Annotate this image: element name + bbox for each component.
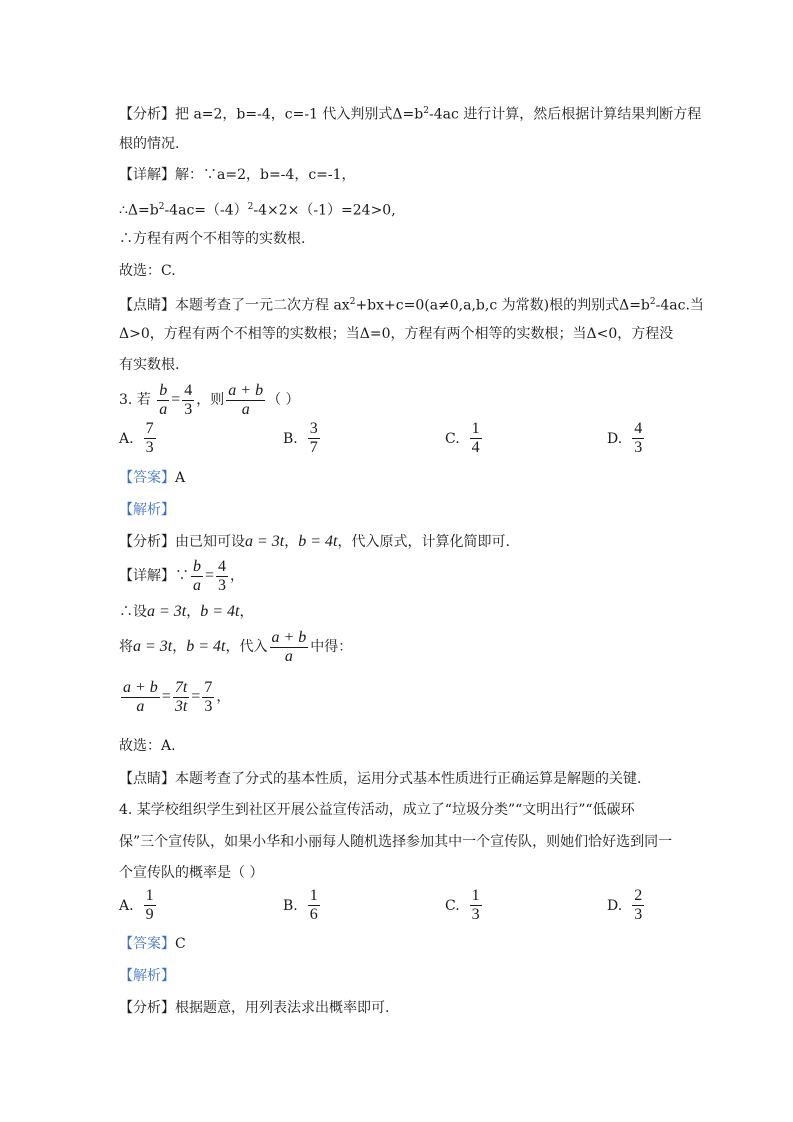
q2-analysis-line2: 根的情况. <box>119 136 180 152</box>
numerator: 4 <box>184 381 193 399</box>
question-number: 3. 若 <box>119 392 151 408</box>
numerator: b <box>193 557 201 575</box>
text: ， <box>284 534 299 550</box>
comment-tag: 【点睛】 <box>119 771 175 787</box>
text: ， <box>186 604 201 620</box>
q2-analysis-line1 <box>119 101 701 125</box>
q3-option-b <box>283 421 322 456</box>
q4-option-a <box>119 888 158 923</box>
text: 根据题意，用列表法求出概率即可. <box>175 1000 390 1016</box>
q2-comment-line3: 有实数根. <box>119 357 180 373</box>
fraction-b-over-a <box>157 383 169 418</box>
q2-comment-line1 <box>119 292 704 316</box>
comment-tag: 【点睛】 <box>119 297 175 314</box>
option-label: B. <box>283 430 298 447</box>
math: a = 3t <box>133 638 173 655</box>
option-label: A. <box>119 897 134 914</box>
math: b = 4t <box>298 533 338 550</box>
equals-sign: = <box>161 688 171 705</box>
numerator: b <box>159 381 168 399</box>
q4-option-c <box>445 888 484 923</box>
option-fraction <box>144 888 156 923</box>
fraction-4-over-3 <box>216 559 228 594</box>
denominator: a <box>159 400 168 418</box>
text: 由已知可设 <box>175 534 245 550</box>
equals-sign: = <box>171 391 181 408</box>
q3-result <box>119 677 230 717</box>
denominator: a <box>241 400 250 418</box>
text: -4×2×（-1）=24>0, <box>253 202 396 219</box>
denominator: 3 <box>634 439 643 456</box>
answer-blank: （ ） <box>267 392 300 408</box>
text: 中得： <box>310 639 353 655</box>
numerator: 7 <box>145 420 154 437</box>
denominator: a <box>284 647 293 665</box>
numerator: a + b <box>228 381 264 399</box>
q4-option-b <box>283 888 322 923</box>
numerator: 4 <box>218 557 227 575</box>
analysis-tag: 【分析】 <box>119 534 175 550</box>
superscript: 2 <box>247 202 254 212</box>
text: +bx+c=0(a≠0,a,b,c 为常数)根的判别式Δ=b <box>355 297 650 314</box>
numerator: a + b <box>271 628 307 646</box>
answer-tag: 【答案】 <box>119 470 175 486</box>
option-fraction <box>470 888 482 923</box>
denominator: 3t <box>174 697 188 715</box>
q3-option-a <box>119 421 158 456</box>
superscript: 2 <box>423 106 429 116</box>
numerator: 3 <box>309 420 318 437</box>
fraction-a-plus-b-over-a <box>226 383 265 418</box>
q3-jiexi-tag: 【解析】 <box>119 502 175 518</box>
q3-analysis <box>119 532 510 552</box>
option-label: B. <box>283 897 298 914</box>
text: ，代入 <box>225 639 268 655</box>
q4-stem-line2: 保”三个宣传队，如果小华和小丽每人随机选择参加其中一个宣传队，则她们恰好选到同一 <box>119 834 673 850</box>
fraction-4-over-3 <box>182 383 194 418</box>
equals-sign: = <box>205 567 215 584</box>
detail-tag: 【详解】 <box>119 167 175 183</box>
q4-option-d <box>607 888 646 923</box>
math: a = 3t <box>245 533 285 550</box>
q4-stem-line3: 个宣传队的概率是（ ） <box>119 865 264 881</box>
option-fraction <box>632 421 644 456</box>
analysis-tag: 【分析】 <box>119 1000 175 1016</box>
q3-option-d <box>607 421 646 456</box>
fraction-b-over-a <box>191 559 203 594</box>
denominator: a <box>136 697 145 715</box>
superscript: 2 <box>349 297 356 307</box>
option-fraction <box>308 421 320 456</box>
text: -4ac 进行计算，然后根据计算结果判断方程 <box>428 106 702 123</box>
q3-choice: 故选：A. <box>119 738 176 754</box>
q3-set <box>119 602 254 622</box>
numerator: 1 <box>309 887 318 904</box>
q4-jiexi-tag: 【解析】 <box>119 968 175 984</box>
denominator: 3 <box>634 906 643 923</box>
q3-option-c <box>445 421 484 456</box>
fraction-7-over-3 <box>202 680 214 715</box>
text: ，代入原式，计算化简即可. <box>337 534 510 550</box>
option-fraction <box>308 888 320 923</box>
numerator: a + b <box>123 678 158 696</box>
denominator: 3 <box>471 906 480 923</box>
q4-answer <box>119 934 186 954</box>
option-label: C. <box>445 897 460 914</box>
option-label: D. <box>607 897 623 914</box>
fraction-7t-over-3t <box>173 680 189 715</box>
text: 本题考查了分式的基本性质，运用分式基本性质进行正确运算是解题的关键. <box>175 771 642 787</box>
text: ，则 <box>196 392 225 408</box>
denominator: 3 <box>218 576 227 594</box>
text: ∴Δ=b <box>119 202 159 219</box>
q2-conclusion: ∴方程有两个不相等的实数根. <box>119 231 306 247</box>
detail-tag: 【详解】 <box>119 568 175 584</box>
text: ， <box>230 568 245 584</box>
option-label: A. <box>119 430 134 447</box>
text: ， <box>239 604 254 620</box>
denominator: 3 <box>204 697 213 715</box>
denominator: 7 <box>309 439 318 456</box>
denominator: 3 <box>145 439 154 456</box>
text: ， <box>216 689 231 705</box>
q3-comment <box>119 769 641 789</box>
numerator: 1 <box>145 887 154 904</box>
answer-value: A <box>175 470 186 486</box>
numerator: 4 <box>634 420 643 437</box>
denominator: 3 <box>184 400 193 418</box>
because-symbol: ∵ <box>175 568 189 584</box>
option-fraction <box>144 421 156 456</box>
answer-value: C <box>175 936 186 952</box>
text: 解：∵a=2，b=-4，c=-1， <box>175 167 356 183</box>
text: ∴设 <box>119 604 147 620</box>
text: -4ac=（-4） <box>164 202 248 219</box>
fraction-a-plus-b-over-a <box>121 680 160 715</box>
numerator: 1 <box>471 887 480 904</box>
analysis-tag: 【分析】 <box>119 106 175 123</box>
superscript: 2 <box>649 297 656 307</box>
q2-comment-line2: Δ>0，方程有两个不相等的实数根；当Δ=0，方程有两个相等的实数根；当Δ<0，方程没 <box>119 326 674 342</box>
q4-stem-line1: 4. 某学校组织学生到社区开展公益宣传活动，成立了“垃圾分类”“文明出行”“低碳环 <box>119 802 635 818</box>
numerator: 7 <box>204 678 213 696</box>
math: b = 4t <box>186 638 226 655</box>
denominator: 6 <box>309 906 318 923</box>
text: ， <box>172 639 187 655</box>
answer-tag: 【答案】 <box>119 936 175 952</box>
q4-analysis <box>119 998 389 1018</box>
q3-substitute <box>119 627 352 667</box>
text: 本题考查了一元二次方程 ax <box>175 297 350 314</box>
q3-answer <box>119 468 185 488</box>
text: -4ac.当 <box>655 297 704 314</box>
q3-detail <box>119 556 244 596</box>
superscript: 2 <box>158 202 165 212</box>
denominator: 4 <box>471 439 480 456</box>
math: a = 3t <box>147 603 187 620</box>
q3-stem <box>119 380 300 420</box>
denominator: a <box>193 576 201 594</box>
text: 将 <box>119 639 133 655</box>
option-label: C. <box>445 430 460 447</box>
q2-calc-line <box>119 197 396 221</box>
numerator: 2 <box>634 887 643 904</box>
option-label: D. <box>607 430 623 447</box>
q2-choice: 故选：C. <box>119 263 176 279</box>
fraction-a-plus-b-over-a <box>270 630 309 665</box>
text: 把 a=2，b=-4，c=-1 代入判别式Δ=b <box>175 106 424 123</box>
option-fraction <box>470 421 482 456</box>
math: b = 4t <box>200 603 240 620</box>
option-fraction <box>632 888 644 923</box>
numerator: 1 <box>471 420 480 437</box>
q2-detail-line <box>119 165 356 185</box>
denominator: 9 <box>145 906 154 923</box>
equals-sign: = <box>191 688 201 705</box>
numerator: 7t <box>174 678 188 696</box>
